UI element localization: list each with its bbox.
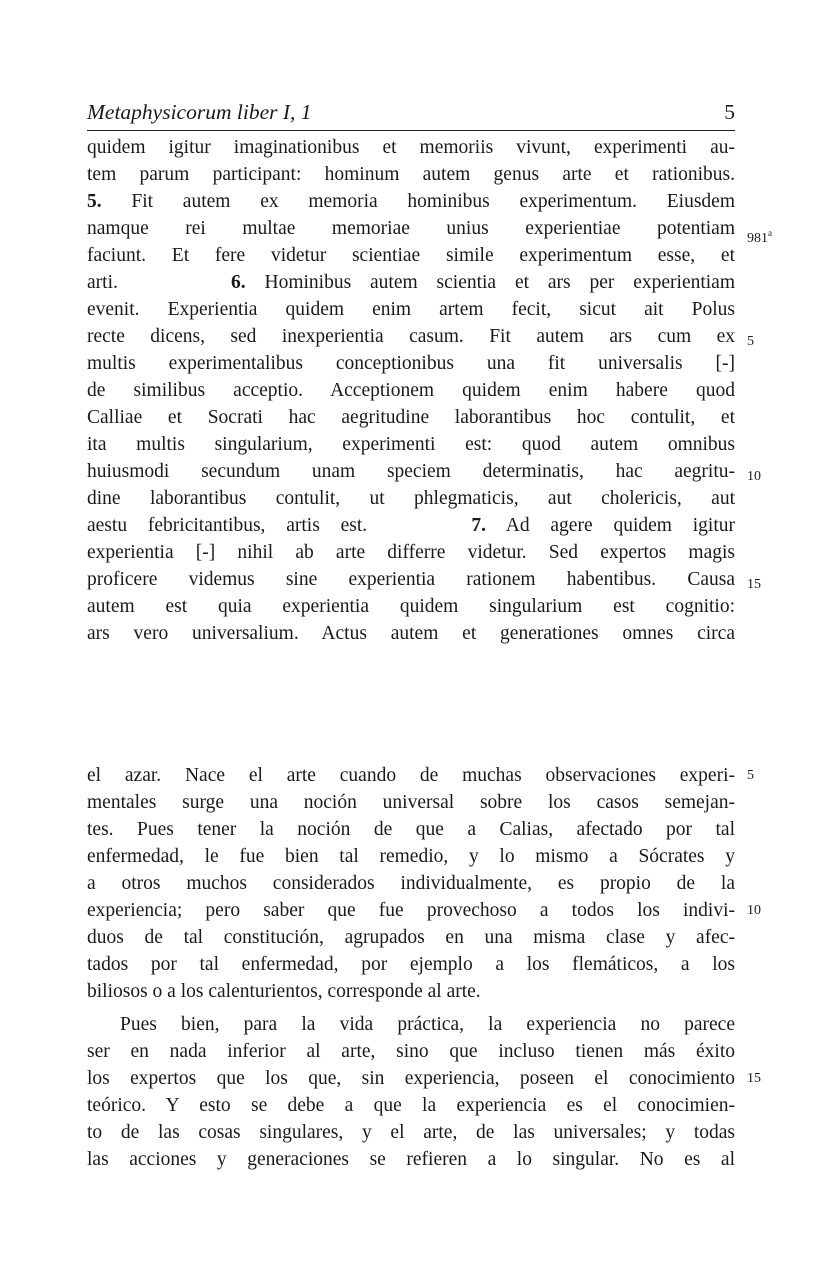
latin-line: huiusmodi secundum unam speciem determinatis, hac aegritu- (87, 461, 735, 482)
latin-line: proficere videmus sine experientia rationem habentibus. Causa (87, 569, 735, 590)
latin-line: 5. Fit autem ex memoria hominibus experimentum. Eiusdem (87, 191, 735, 212)
section-number: 5. (87, 191, 102, 212)
latin-line: experientia [-] nihil ab arte differre videtur. Sed expertos magis (87, 542, 735, 563)
latin-line: namque rei multae memoriae unius experientiae potentiam (87, 218, 735, 239)
spanish-line: experiencia; pero saber que fue provechoso a todos los indivi- (87, 900, 735, 921)
spanish-line: los expertos que los que, sin experiencia, poseen el conocimiento (87, 1068, 735, 1089)
spanish-line: to de las cosas singulares, y el arte, de las universales; y todas (87, 1122, 735, 1143)
latin-line: quidem igitur imaginationibus et memoriis vivunt, experimenti au- (87, 137, 735, 158)
latin-line: ita multis singularium, experimenti est: quod autem omnibus (87, 434, 735, 455)
margin-line-number: 10 (747, 469, 761, 484)
latin-line: evenit. Experientia quidem enim artem fecit, sicut ait Polus (87, 299, 735, 320)
latin-line: de similibus acceptio. Acceptionem quidem enim habere quod (87, 380, 735, 401)
spanish-line: el azar. Nace el arte cuando de muchas observaciones experi- (87, 765, 735, 786)
spanish-line: biliosos o a los calenturientos, corresponde al arte. (87, 981, 481, 1002)
section-number: 6. (231, 272, 246, 293)
latin-line: aestu febricitantibus, artis est. 7. Ad agere quidem igitur (87, 515, 736, 536)
page-number: 5 (724, 100, 735, 124)
latin-line: dine laborantibus contulit, ut phlegmaticis, aut cholericis, aut (87, 488, 735, 509)
spanish-line: tados por tal enfermedad, por ejemplo a los flemáticos, a los (87, 954, 735, 975)
spanish-line: tes. Pues tener la noción de que a Calias, afectado por tal (87, 819, 735, 840)
section-number: 7. (471, 515, 486, 536)
latin-line: autem est quia experientia quidem singularium est cognitio: (87, 596, 735, 617)
spanish-line: teórico. Y esto se debe a que la experiencia es el conocimien- (87, 1095, 735, 1116)
latin-line: multis experimentalibus conceptionibus una fit universalis [-] (87, 353, 735, 374)
margin-line-number: 15 (747, 577, 761, 592)
latin-line: Calliae et Socrati hac aegritudine laborantibus hoc contulit, et (87, 407, 735, 428)
bekker-reference: 981$^a$ (747, 228, 772, 246)
latin-line: recte dicens, sed inexperientia casum. Fit autem ars cum ex (87, 326, 735, 347)
running-header (87, 100, 735, 131)
margin-line-number: 15 (747, 1071, 761, 1086)
spanish-line: a otros muchos considerados individualmente, es propio de la (87, 873, 735, 894)
margin-line-number: 10 (747, 903, 761, 918)
latin-line: arti. 6. Hominibus autem scientia et ars per experientiam (87, 272, 736, 293)
spanish-line: Pues bien, para la vida práctica, la experiencia no parece (120, 1014, 735, 1035)
latin-line: faciunt. Et fere videtur scientiae simile experimentum esse, et (87, 245, 735, 266)
running-title: Metaphysicorum liber I, 1 (87, 100, 312, 124)
spanish-line: enfermedad, le fue bien tal remedio, y lo mismo a Sócrates y (87, 846, 735, 867)
spanish-line: mentales surge una noción universal sobre los casos semejan- (87, 792, 735, 813)
spanish-line: duos de tal constitución, agrupados en una misma clase y afec- (87, 927, 735, 948)
spanish-line: las acciones y generaciones se refieren a lo singular. No es al (87, 1149, 735, 1170)
latin-line: tem parum participant: hominum autem genus arte et rationibus. (87, 164, 735, 185)
margin-line-number: 5 (747, 334, 754, 349)
latin-line: ars vero universalium. Actus autem et generationes omnes circa (87, 623, 735, 644)
margin-line-number: 5 (747, 768, 754, 783)
spanish-line: ser en nada inferior al arte, sino que incluso tienen más éxito (87, 1041, 735, 1062)
